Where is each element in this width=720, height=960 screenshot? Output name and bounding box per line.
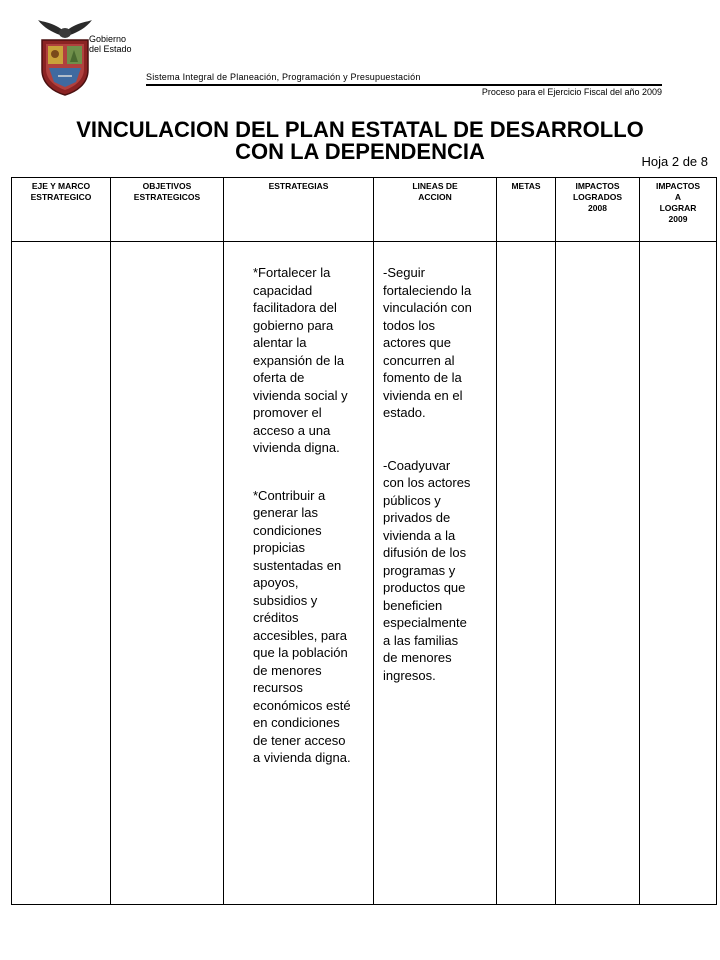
cell-lineas [374, 242, 497, 905]
header-impactos-2009: IMPACTOS A LOGRAR 2009 [640, 178, 717, 242]
header-metas: METAS [497, 178, 556, 242]
header-impactos-2008: IMPACTOS LOGRADOS 2008 [556, 178, 640, 242]
del-estado-label: del Estado [89, 44, 132, 54]
page-number: Hoja 2 de 8 [641, 154, 708, 169]
cell-metas [497, 242, 556, 905]
cell-impactos-2008 [556, 242, 640, 905]
header-eje: EJE Y MARCO ESTRATEGICO [12, 178, 111, 242]
header-divider [146, 84, 662, 86]
cell-eje [12, 242, 111, 905]
estrategia-2: *Contribuir a generar las condiciones propicias sustentadas en apoyos, subsidios y créditos accesibles, para que la población de menores recursos económicos esté en condiciones de tener acceso a vivienda digna. [253, 487, 351, 765]
cell-impactos-2009 [640, 242, 717, 905]
state-seal-icon [36, 18, 94, 96]
linea-accion-2: -Coadyuvar con los actores públicos y privados de vivienda a la difusión de los programas y productos que beneficien especialmente a las familias de menores ingresos. [383, 457, 471, 683]
title-line-2: CON LA DEPENDENCIA [235, 139, 485, 164]
title-line-1: VINCULACION DEL PLAN ESTATAL DE DESARROLLO [76, 117, 644, 142]
cell-estrategias [224, 242, 374, 905]
table-row [12, 242, 717, 905]
linea-accion-1: -Seguir fortaleciendo la vinculación con todos los actores que concurren al fomento de la vivienda en el estado. [383, 265, 472, 420]
header-lineas: LINEAS DE ACCION [374, 178, 497, 242]
document-title [0, 119, 720, 163]
header-estrategias: ESTRATEGIAS [224, 178, 374, 242]
table-header-row [12, 178, 717, 242]
estrategia-1: *Fortalecer la capacidad facilitadora del gobierno para alentar la expansión de la oferta de vivienda social y promover el acceso a una vivienda digna. [253, 265, 348, 455]
vinculacion-table [11, 177, 717, 905]
cell-objetivos [111, 242, 224, 905]
system-name: Sistema Integral de Planeación, Programación y Presupuestación [146, 72, 421, 82]
fiscal-process-label: Proceso para el Ejercicio Fiscal del año 2009 [481, 87, 662, 97]
gobierno-label: Gobierno [89, 34, 127, 44]
header-objetivos: OBJETIVOS ESTRATEGICOS [111, 178, 224, 242]
